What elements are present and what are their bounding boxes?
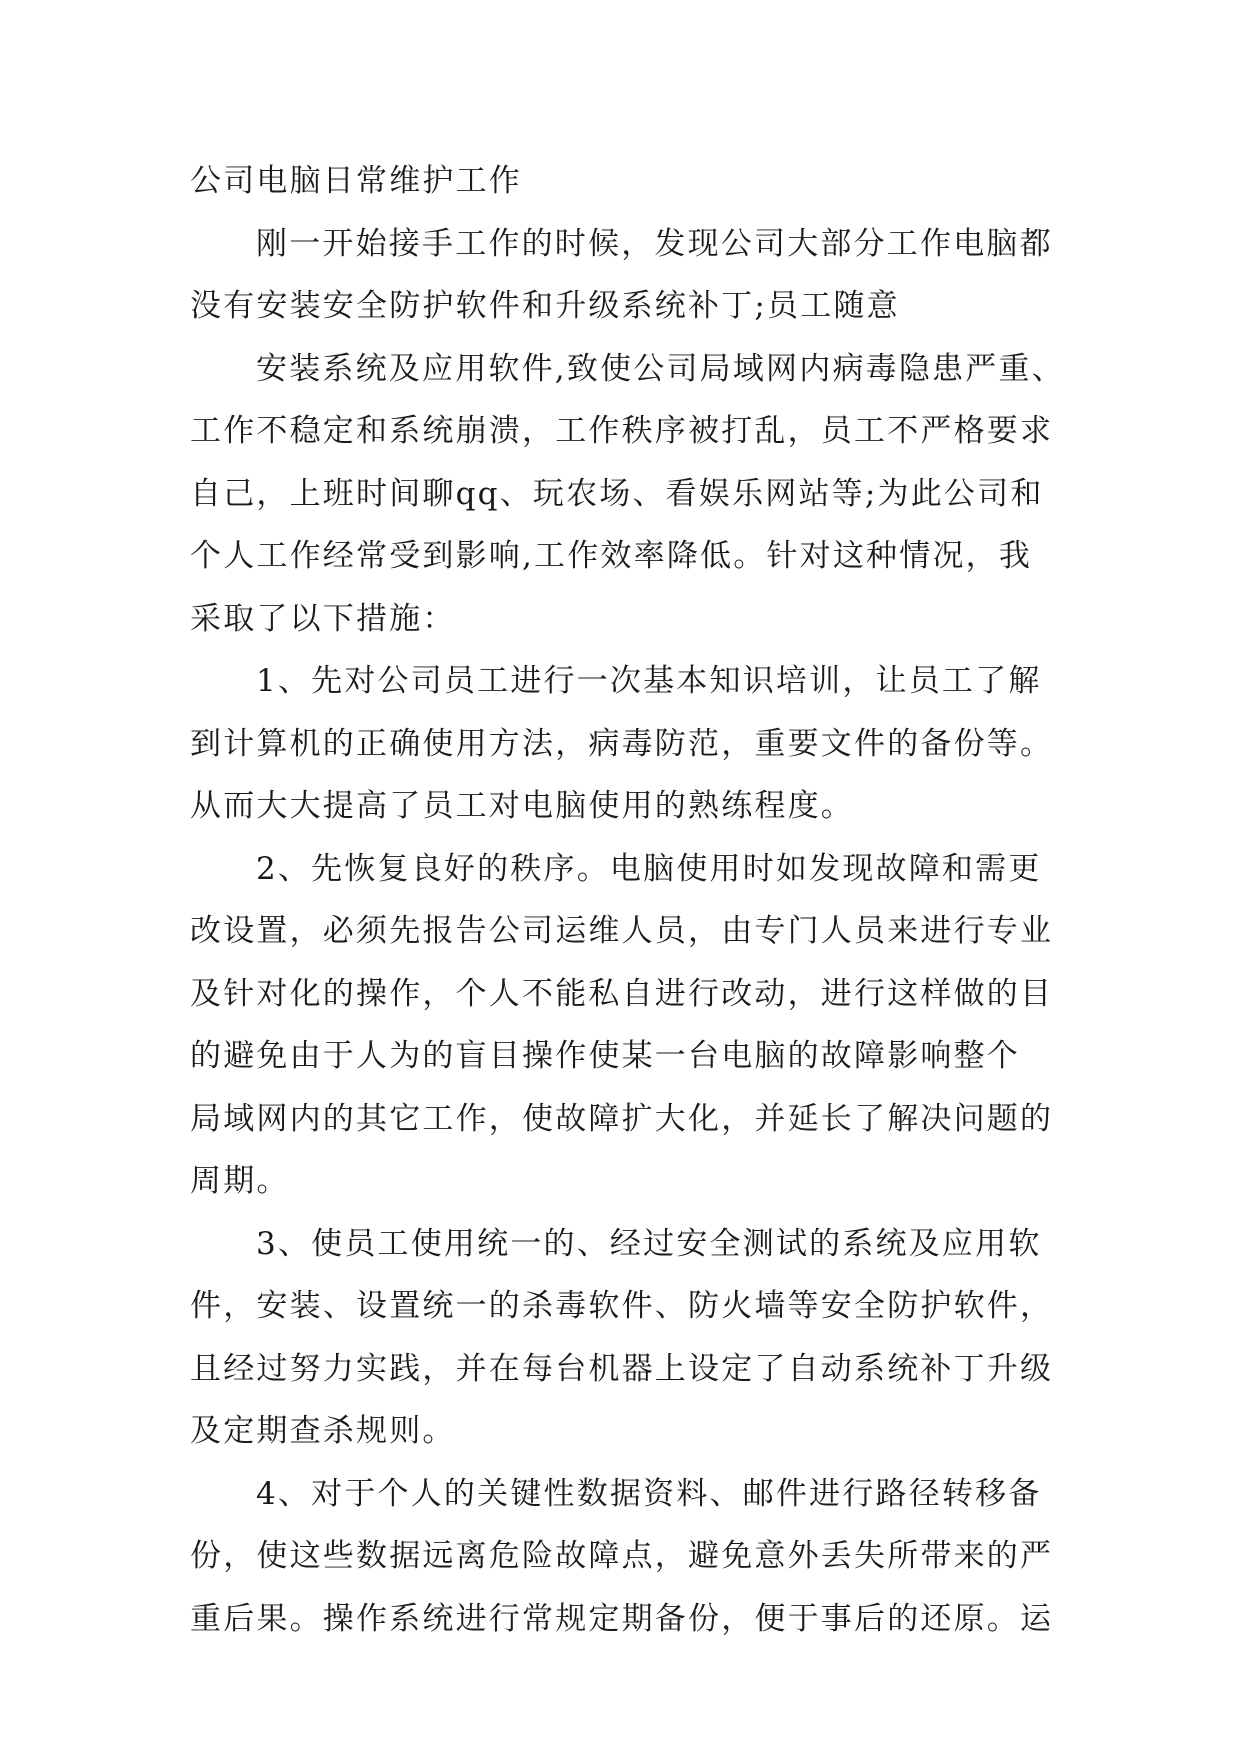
text-line: 工作不稳定和系统崩溃，工作秩序被打乱，员工不严格要求 bbox=[190, 413, 1054, 449]
text-line: 局域网内的其它工作，使故障扩大化，并延长了解决问题的 bbox=[190, 1100, 1054, 1137]
document-title: 公司电脑日常维护工作 bbox=[190, 163, 522, 199]
text-line: 周期。 bbox=[190, 1163, 290, 1199]
text-line: 刚一开始接手工作的时候，发现公司大部分工作电脑都 bbox=[256, 225, 1053, 262]
text-line: 的避免由于人为的盲目操作使某一台电脑的故障影响整个 bbox=[190, 1038, 1020, 1074]
text-line: 自己，上班时间聊qq、玩农场、看娱乐网站等;为此公司和 bbox=[190, 475, 1044, 512]
text-line: 从而大大提高了员工对电脑使用的熟练程度。 bbox=[190, 788, 854, 824]
text-line: 4、对于个人的关键性数据资料、邮件进行路径转移备 bbox=[256, 1475, 1042, 1512]
text-line: 改设置，必须先报告公司运维人员，由专门人员来进行专业 bbox=[190, 913, 1054, 949]
text-line: 及针对化的操作，个人不能私自进行改动，进行这样做的目 bbox=[190, 975, 1054, 1012]
text-line: 件，安装、设置统一的杀毒软件、防火墙等安全防护软件， bbox=[190, 1288, 1054, 1324]
text-line: 采取了以下措施： bbox=[190, 600, 456, 637]
text-line: 且经过努力实践，并在每台机器上设定了自动系统补丁升级 bbox=[190, 1350, 1054, 1387]
text-line: 个人工作经常受到影响,工作效率降低。针对这种情况，我 bbox=[190, 538, 1033, 574]
text-line: 到计算机的正确使用方法，病毒防范，重要文件的备份等。 bbox=[190, 725, 1054, 762]
text-line: 3、使员工使用统一的、经过安全测试的系统及应用软 bbox=[256, 1225, 1042, 1262]
document-lines bbox=[190, 213, 1065, 1651]
text-line: 份，使这些数据远离危险故障点，避免意外丢失所带来的严 bbox=[190, 1538, 1054, 1574]
text-line: 重后果。操作系统进行常规定期备份，便于事后的还原。运 bbox=[190, 1600, 1054, 1637]
text-line: 1、先对公司员工进行一次基本知识培训，让员工了解 bbox=[256, 663, 1042, 699]
text-line: 2、先恢复良好的秩序。电脑使用时如发现故障和需更 bbox=[256, 850, 1042, 887]
text-line: 没有安装安全防护软件和升级系统补丁;员工随意 bbox=[190, 288, 900, 324]
document-body bbox=[190, 150, 1065, 1650]
text-line: 安装系统及应用软件,致使公司局域网内病毒隐患严重、 bbox=[256, 350, 1065, 387]
text-line: 及定期查杀规则。 bbox=[190, 1413, 456, 1449]
